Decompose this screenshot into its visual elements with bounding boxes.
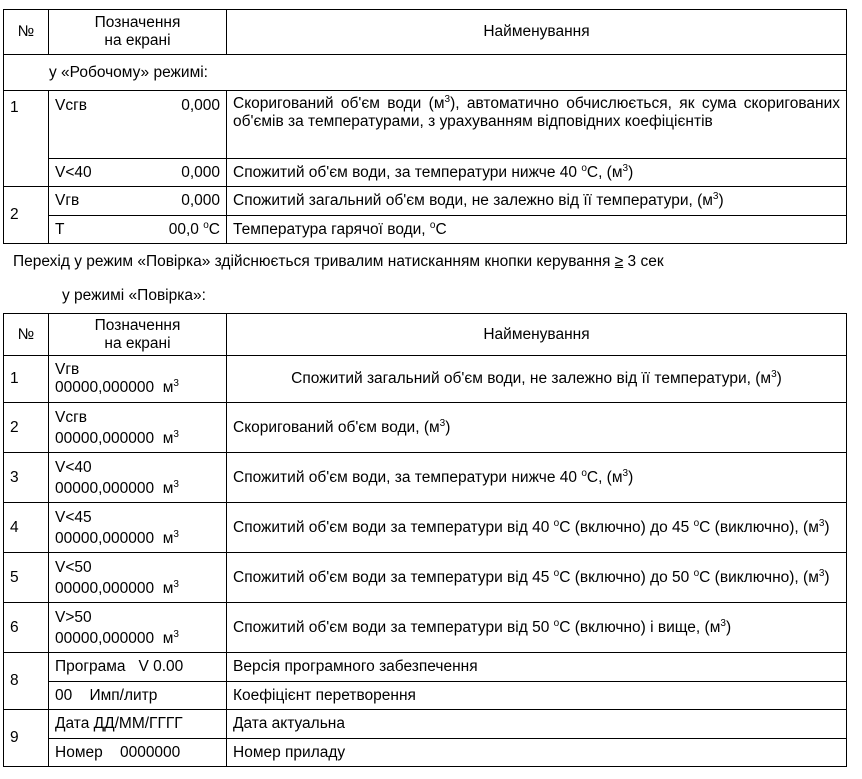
- row-number: 2: [4, 187, 49, 244]
- header-screen-label: Позначення на екрані: [49, 314, 227, 356]
- screen-label: Програма V 0.00: [49, 653, 227, 682]
- header-number: №: [4, 10, 49, 55]
- table-row: [4, 159, 847, 187]
- row-description: Спожитий загальний об'єм води, не залежно від її температури, $(м^3)$: [227, 187, 847, 216]
- screen-label: Дата ДД/ММ/ГГГГ: [49, 710, 227, 739]
- row-description: Температура гарячої води, $^o$С: [227, 216, 847, 244]
- row-description: Спожитий об'єм води, за температури нижче 40 $^o$С, $(м^3)$: [227, 159, 847, 187]
- row-number: 4: [4, 503, 49, 553]
- row-description: Скоригований об'єм води $(м^3)$, автоматично обчислюється, як сума скоригованих об'ємів за температурами, з урахуванням відповідних коефіцієнтів: [227, 91, 847, 159]
- screen-label: V<50 00000,000000 $м^3$: [49, 553, 227, 603]
- table-row: [4, 682, 847, 710]
- row-number: 8: [4, 653, 49, 710]
- screen-label: Vгв 0,000: [49, 187, 227, 216]
- table-row: [4, 739, 847, 767]
- table-row: [4, 453, 847, 503]
- screen-label: V<40 0,000: [49, 159, 227, 187]
- row-number: 2: [4, 403, 49, 453]
- row-description: Спожитий об'єм води за температури від 50 $^o$С (включно) і вище, $(м^3)$: [227, 603, 847, 653]
- operating-mode-table: [3, 9, 847, 244]
- row-description: Скоригований об'єм води, $(м^3)$: [227, 403, 847, 453]
- section-title-verification: у режимі «Повірка»:: [62, 287, 206, 304]
- table-row: [4, 216, 847, 244]
- table-row: [4, 91, 847, 159]
- screen-label: V>50 00000,000000 $м^3$: [49, 603, 227, 653]
- row-description: Спожитий об'єм води за температури від 45 $^o$С (включно) до 50 $^o$С (виключно), $(м^3)$: [227, 553, 847, 603]
- table-row: [4, 503, 847, 553]
- row-description: Дата актуальна: [227, 710, 847, 739]
- screen-label: V<40 00000,000000 $м^3$: [49, 453, 227, 503]
- header-screen-label: Позначення на екрані: [49, 10, 227, 55]
- header-name: Найменування: [227, 10, 847, 55]
- row-description: Версія програмного забезпечення: [227, 653, 847, 682]
- screen-label: V<45 00000,000000 $м^3$: [49, 503, 227, 553]
- table-row: [4, 653, 847, 682]
- screen-label: Vсгв 00000,000000 $м^3$: [49, 403, 227, 453]
- header-number: №: [4, 314, 49, 356]
- row-description: Спожитий об'єм води, за температури нижче 40 $^o$С, $(м^3)$: [227, 453, 847, 503]
- row-number: 5: [4, 553, 49, 603]
- row-description: Коефіцієнт перетворення: [227, 682, 847, 710]
- table-row: [4, 710, 847, 739]
- table-row: [4, 356, 847, 403]
- screen-label: Vгв 00000,000000 $м^3$: [49, 356, 227, 403]
- screen-label: Номер 0000000: [49, 739, 227, 767]
- row-number: 1: [4, 91, 49, 187]
- screen-label: Vсгв 0,000: [49, 91, 227, 159]
- table-header-row: [4, 314, 847, 356]
- screen-label: T 00,0 $^o$С: [49, 216, 227, 244]
- row-description: Номер приладу: [227, 739, 847, 767]
- row-number: 1: [4, 356, 49, 403]
- table-row: [4, 187, 847, 216]
- table-header-row: [4, 10, 847, 55]
- verification-mode-table: [3, 313, 847, 767]
- table-row: [4, 403, 847, 453]
- screen-label: 00 Имп/литр: [49, 682, 227, 710]
- row-description: Спожитий об'єм води за температури від 40 $^o$С (включно) до 45 $^o$С (виключно), $(м^3)$: [227, 503, 847, 553]
- row-number: 3: [4, 453, 49, 503]
- section-title-operating: у «Робочому» режимі:: [4, 55, 847, 91]
- row-number: 9: [4, 710, 49, 767]
- table-row: [4, 553, 847, 603]
- row-description: Спожитий загальний об'єм води, не залежно від її температури, $(м^3)$: [227, 356, 847, 403]
- transition-note: Перехід у режим «Повірка» здійснюється тривалим натисканням кнопки керування ≥ 3 сек: [13, 253, 664, 270]
- row-number: 6: [4, 603, 49, 653]
- header-name: Найменування: [227, 314, 847, 356]
- section-row: [4, 55, 847, 91]
- table-row: [4, 603, 847, 653]
